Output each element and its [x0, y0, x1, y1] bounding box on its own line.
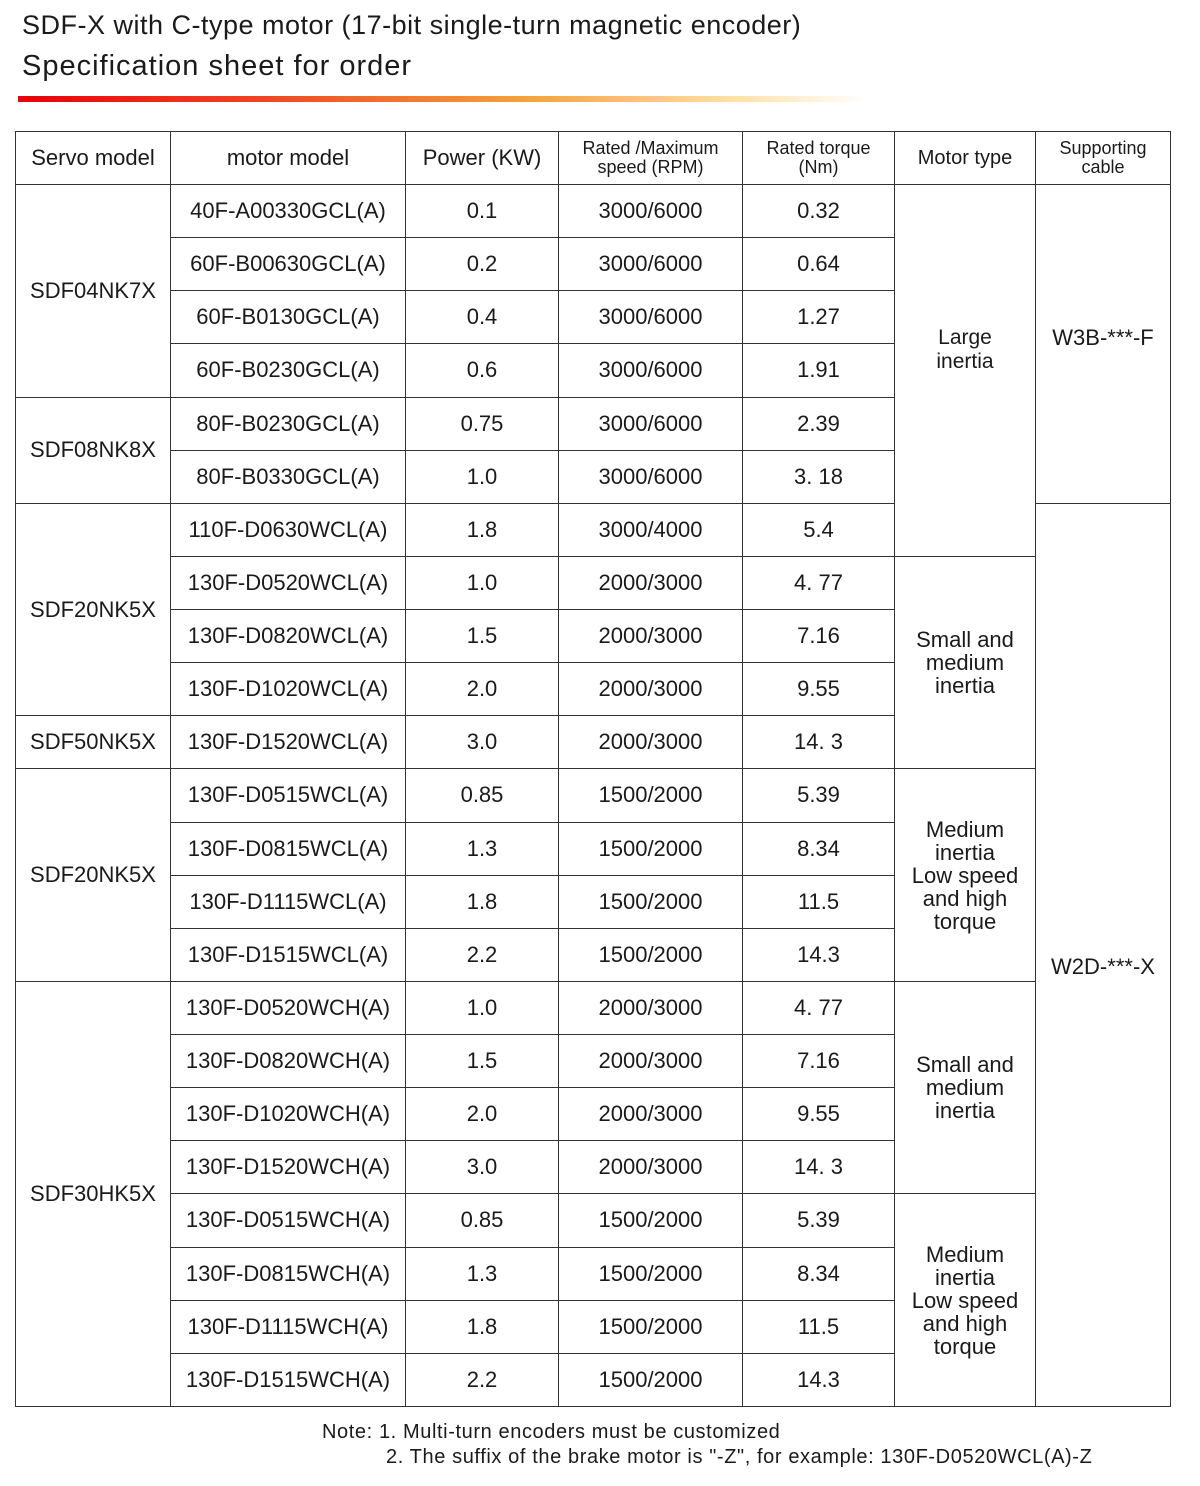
- servo-model-cell: SDF08NK8X: [16, 397, 171, 503]
- motor-model-cell: 130F-D1020WCH(A): [171, 1088, 406, 1141]
- power-cell: 3.0: [406, 1141, 559, 1194]
- motor-model-cell: 130F-D1520WCL(A): [171, 716, 406, 769]
- motor-model-cell: 130F-D0815WCL(A): [171, 822, 406, 875]
- power-cell: 1.3: [406, 1247, 559, 1300]
- col-header-type: Motor type: [895, 132, 1036, 185]
- col-header-servo: Servo model: [16, 132, 171, 185]
- torque-cell: 0.64: [743, 238, 895, 291]
- speed-cell: 2000/3000: [559, 1088, 743, 1141]
- motor-model-cell: 60F-B0130GCL(A): [171, 291, 406, 344]
- col-header-speed: Rated /Maximum speed (RPM): [559, 132, 743, 185]
- motor-model-cell: 130F-D1115WCL(A): [171, 875, 406, 928]
- motor-model-cell: 130F-D0820WCH(A): [171, 1035, 406, 1088]
- torque-cell: 8.34: [743, 1247, 895, 1300]
- footnote-line-2: 2. The suffix of the brake motor is "-Z", for example: 130F-D0520WCL(A)-Z: [386, 1446, 1093, 1468]
- speed-cell: 2000/3000: [559, 1035, 743, 1088]
- power-cell: 3.0: [406, 716, 559, 769]
- torque-cell: 7.16: [743, 1035, 895, 1088]
- torque-cell: 4. 77: [743, 981, 895, 1034]
- power-cell: 1.8: [406, 875, 559, 928]
- speed-cell: 1500/2000: [559, 875, 743, 928]
- servo-model-cell: SDF50NK5X: [16, 716, 171, 769]
- table-header-row: [16, 132, 1171, 185]
- motor-model-cell: 130F-D1520WCH(A): [171, 1141, 406, 1194]
- torque-cell: 14.3: [743, 1353, 895, 1406]
- power-cell: 1.0: [406, 450, 559, 503]
- table-row: [16, 1194, 1171, 1247]
- speed-cell: 3000/6000: [559, 344, 743, 397]
- torque-cell: 9.55: [743, 1088, 895, 1141]
- power-cell: 2.2: [406, 1353, 559, 1406]
- torque-cell: 11.5: [743, 1300, 895, 1353]
- motor-model-cell: 40F-A00330GCL(A): [171, 185, 406, 238]
- power-cell: 1.0: [406, 556, 559, 609]
- torque-cell: 14. 3: [743, 716, 895, 769]
- accent-gradient-bar: [18, 96, 868, 102]
- motor-model-cell: 60F-B0230GCL(A): [171, 344, 406, 397]
- torque-cell: 14. 3: [743, 1141, 895, 1194]
- servo-model-cell: SDF20NK5X: [16, 769, 171, 982]
- torque-cell: 1.27: [743, 291, 895, 344]
- page-title: SDF-X with C-type motor (17-bit single-turn magnetic encoder): [22, 10, 802, 40]
- power-cell: 0.85: [406, 1194, 559, 1247]
- power-cell: 0.6: [406, 344, 559, 397]
- col-header-power: Power (KW): [406, 132, 559, 185]
- power-cell: 1.5: [406, 1035, 559, 1088]
- power-cell: 0.2: [406, 238, 559, 291]
- power-cell: 1.8: [406, 1300, 559, 1353]
- cable-cell: W3B-***-F: [1036, 185, 1171, 504]
- col-header-motor: motor model: [171, 132, 406, 185]
- speed-cell: 2000/3000: [559, 556, 743, 609]
- power-cell: 2.0: [406, 663, 559, 716]
- torque-cell: 7.16: [743, 610, 895, 663]
- table-row: [16, 556, 1171, 609]
- motor-type-cell: Small and medium inertia: [895, 981, 1036, 1194]
- power-cell: 0.4: [406, 291, 559, 344]
- speed-cell: 3000/6000: [559, 397, 743, 450]
- speed-cell: 1500/2000: [559, 822, 743, 875]
- speed-cell: 3000/6000: [559, 185, 743, 238]
- torque-cell: 14.3: [743, 928, 895, 981]
- torque-cell: 4. 77: [743, 556, 895, 609]
- speed-cell: 1500/2000: [559, 769, 743, 822]
- speed-cell: 2000/3000: [559, 716, 743, 769]
- speed-cell: 1500/2000: [559, 1247, 743, 1300]
- power-cell: 2.2: [406, 928, 559, 981]
- motor-model-cell: 80F-B0330GCL(A): [171, 450, 406, 503]
- servo-model-cell: SDF20NK5X: [16, 503, 171, 716]
- speed-cell: 2000/3000: [559, 1141, 743, 1194]
- power-cell: 0.75: [406, 397, 559, 450]
- col-header-cable: Supporting cable: [1036, 132, 1171, 185]
- cable-cell: W2D-***-X: [1036, 503, 1171, 1406]
- footnote: [322, 1420, 1092, 1470]
- torque-cell: 0.32: [743, 185, 895, 238]
- power-cell: 1.8: [406, 503, 559, 556]
- servo-model-cell: SDF30HK5X: [16, 981, 171, 1406]
- power-cell: 0.1: [406, 185, 559, 238]
- motor-type-cell: Large inertia: [895, 185, 1036, 557]
- speed-cell: 3000/4000: [559, 503, 743, 556]
- speed-cell: 2000/3000: [559, 610, 743, 663]
- page-subtitle: Specification sheet for order: [22, 50, 413, 82]
- footnote-line-1: Note: 1. Multi-turn encoders must be customized: [322, 1421, 781, 1443]
- motor-model-cell: 130F-D1020WCL(A): [171, 663, 406, 716]
- power-cell: 2.0: [406, 1088, 559, 1141]
- torque-cell: 11.5: [743, 875, 895, 928]
- spec-table: [15, 131, 1171, 1407]
- torque-cell: 1.91: [743, 344, 895, 397]
- speed-cell: 3000/6000: [559, 291, 743, 344]
- power-cell: 1.5: [406, 610, 559, 663]
- table-row: [16, 185, 1171, 238]
- motor-model-cell: 130F-D1115WCH(A): [171, 1300, 406, 1353]
- motor-model-cell: 130F-D0515WCL(A): [171, 769, 406, 822]
- motor-model-cell: 110F-D0630WCL(A): [171, 503, 406, 556]
- col-header-torque: Rated torque (Nm): [743, 132, 895, 185]
- table-row: [16, 981, 1171, 1034]
- speed-cell: 2000/3000: [559, 663, 743, 716]
- motor-model-cell: 130F-D1515WCL(A): [171, 928, 406, 981]
- servo-model-cell: SDF04NK7X: [16, 185, 171, 398]
- table-row: [16, 769, 1171, 822]
- torque-cell: 8.34: [743, 822, 895, 875]
- motor-model-cell: 130F-D1515WCH(A): [171, 1353, 406, 1406]
- speed-cell: 1500/2000: [559, 1353, 743, 1406]
- torque-cell: 5.4: [743, 503, 895, 556]
- speed-cell: 3000/6000: [559, 450, 743, 503]
- power-cell: 1.3: [406, 822, 559, 875]
- motor-model-cell: 130F-D0815WCH(A): [171, 1247, 406, 1300]
- torque-cell: 3. 18: [743, 450, 895, 503]
- motor-model-cell: 80F-B0230GCL(A): [171, 397, 406, 450]
- motor-model-cell: 60F-B00630GCL(A): [171, 238, 406, 291]
- motor-model-cell: 130F-D0515WCH(A): [171, 1194, 406, 1247]
- power-cell: 0.85: [406, 769, 559, 822]
- torque-cell: 5.39: [743, 769, 895, 822]
- speed-cell: 3000/6000: [559, 238, 743, 291]
- motor-type-cell: Medium inertia Low speed and high torque: [895, 1194, 1036, 1407]
- torque-cell: 5.39: [743, 1194, 895, 1247]
- motor-model-cell: 130F-D0820WCL(A): [171, 610, 406, 663]
- speed-cell: 1500/2000: [559, 1300, 743, 1353]
- motor-model-cell: 130F-D0520WCL(A): [171, 556, 406, 609]
- motor-type-cell: Medium inertia Low speed and high torque: [895, 769, 1036, 982]
- motor-type-cell: Small and medium inertia: [895, 556, 1036, 769]
- power-cell: 1.0: [406, 981, 559, 1034]
- torque-cell: 2.39: [743, 397, 895, 450]
- torque-cell: 9.55: [743, 663, 895, 716]
- speed-cell: 1500/2000: [559, 928, 743, 981]
- speed-cell: 1500/2000: [559, 1194, 743, 1247]
- speed-cell: 2000/3000: [559, 981, 743, 1034]
- motor-model-cell: 130F-D0520WCH(A): [171, 981, 406, 1034]
